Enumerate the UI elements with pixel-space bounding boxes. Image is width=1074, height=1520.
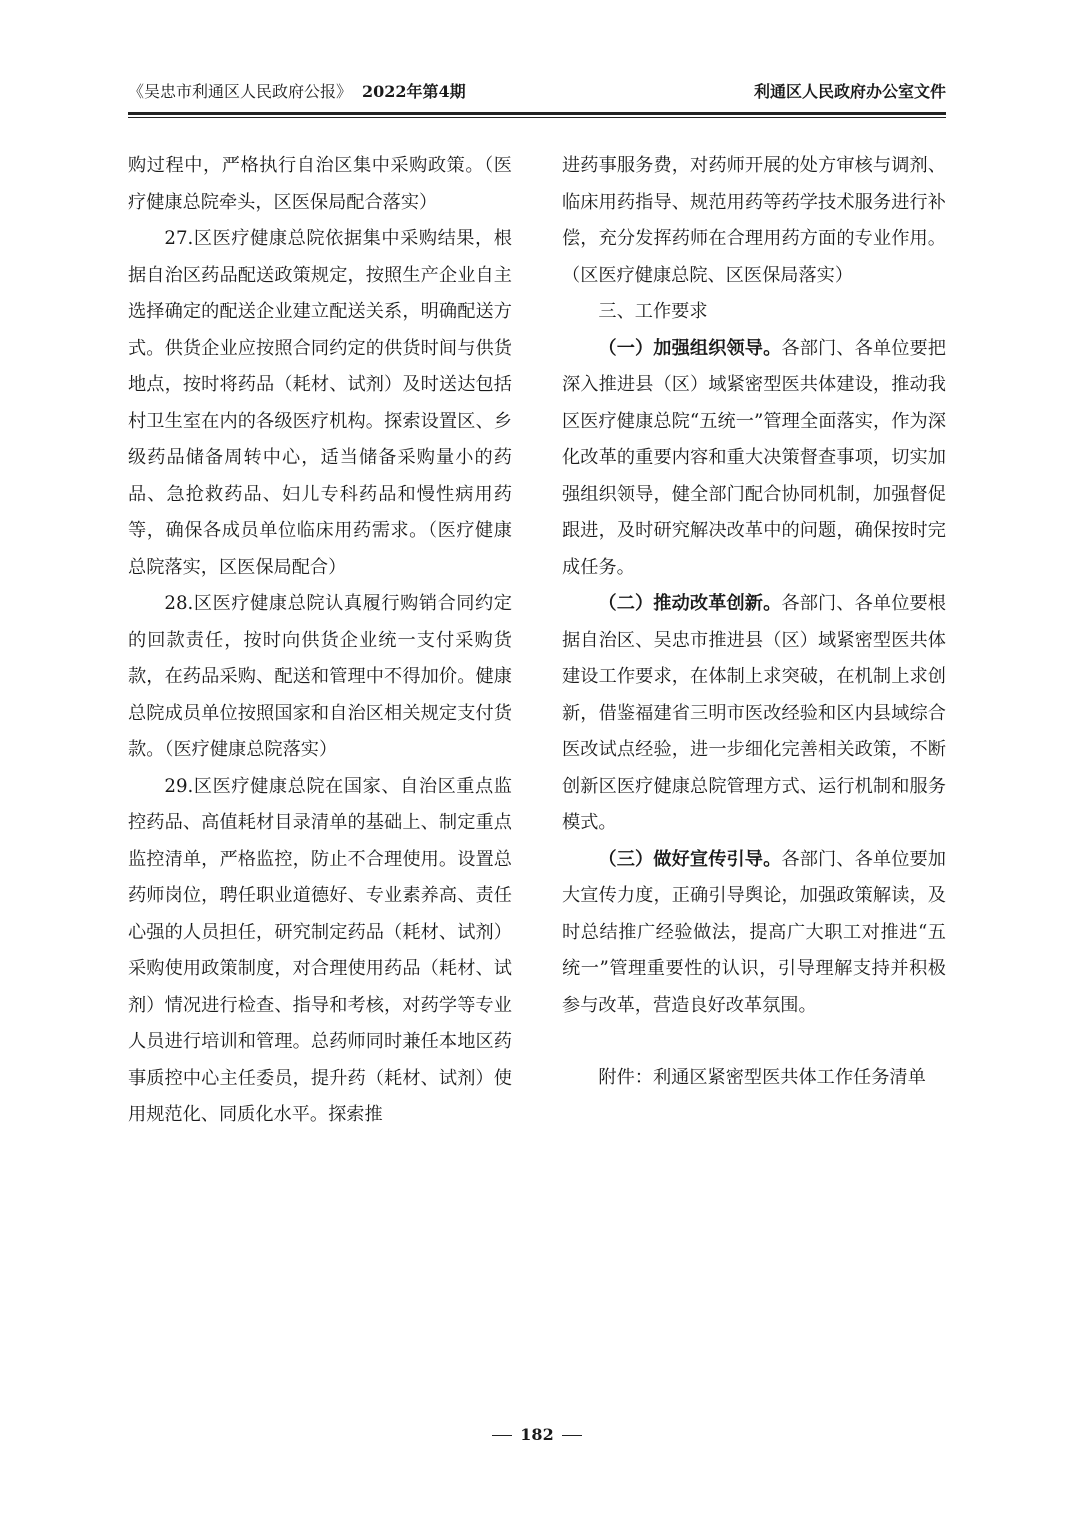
footer-dash-left: [492, 1435, 512, 1436]
publication-title: 《吴忠市利通区人民政府公报》: [128, 82, 353, 101]
paragraph-item-28: 28.区医疗健康总院认真履行购销合同约定的回款责任，按时向供货企业统一支付采购货款，在药品采购、配送和管理中不得加价。健康总院成员单位按照国家和自治区相关规定支付货款。（医疗健康总院落实）: [128, 593, 512, 760]
requirement-item-1-text: 各部门、各单位要把深入推进县（区）域紧密型医共体建设，推动我区医疗健康总院“五统一”管理全面落实，作为深化改革的重要内容和重大决策督查事项，切实加强组织领导，健全部门配合协同机制，加强督促跟进，及时研究解决改革中的问题，确保按时完成任务。: [562, 337, 946, 578]
paragraph-item-27: 27.区医疗健康总院依据集中采购结果，根据自治区药品配送政策规定，按照生产企业自主选择确定的配送企业建立配送关系，明确配送方式。供货企业应按照合同约定的供货时间与供货地点，按时将药品（耗材、试剂）及时送达包括村卫生室在内的各级医疗机构。探索设置区、乡级药品储备周转中心，适当储备采购量小的药品、急抢救药品、妇儿专科药品和慢性病用药等，确保各成员单位临床用药需求。（医疗健康总院落实，区医保局配合）: [128, 228, 512, 578]
requirement-item-2-text: 各部门、各单位要根据自治区、吴忠市推进县（区）域紧密型医共体建设工作要求，在体制上求突破，在机制上求创新，借鉴福建省三明市医改经验和区内县域综合医改试点经验，进一步细化完善相关政策，不断创新区医疗健康总院管理方式、运行机制和服务模式。: [562, 593, 946, 833]
header-rule-thin: [128, 117, 946, 118]
requirement-item-3-title: （三）做好宣传引导。: [598, 848, 782, 870]
requirement-item-1: [562, 331, 946, 587]
document-type-label: 利通区人民政府办公室文件: [753, 82, 946, 101]
requirement-item-3-text: 各部门、各单位要加大宣传力度，正确引导舆论，加强政策解读，及时总结推广经验做法，提高广大职工对推进“五统一”管理重要性的认识，引导理解支持并积极参与改革，营造良好改革氛围。: [562, 848, 946, 1016]
page-header: [128, 78, 946, 108]
paragraph-continuation: 购过程中，严格执行自治区集中采购政策。（医疗健康总院牵头，区医保局配合落实）: [128, 155, 512, 213]
requirement-item-1-title: （一）加强组织领导。: [598, 337, 782, 359]
attachment-note: 附件：利通区紧密型医共体工作任务清单: [598, 1067, 926, 1088]
left-column: [128, 148, 512, 1134]
paragraph-continuation-right: 进药事服务费，对药师开展的处方审核与调剂、临床用药指导、规范用药等药学技术服务进行补偿，充分发挥药师在合理用药方面的专业作用。（区医疗健康总院、区医保局落实）: [562, 155, 946, 286]
footer-dash-right: [562, 1435, 582, 1436]
page-footer: [0, 1422, 1074, 1448]
requirement-item-2: [562, 586, 946, 842]
section-heading-work-requirements: 三、工作要求: [598, 301, 708, 322]
requirement-item-3: [562, 842, 946, 1025]
header-publication-line: [128, 78, 466, 106]
issue-label: 2022年第4期: [362, 82, 466, 101]
paragraph-item-29: 29.区医疗健康总院在国家、自治区重点监控药品、高值耗材目录清单的基础上、制定重点监控清单，严格监控，防止不合理使用。设置总药师岗位，聘任职业道德好、专业素养高、责任心强的人员担任，研究制定药品（耗材、试剂）采购使用政策制度，对合理使用药品（耗材、试剂）情况进行检查、指导和考核，对药学等专业人员进行培训和管理。总药师同时兼任本地区药事质控中心主任委员，提升药（耗材、试剂）使用规范化、同质化水平。探索推: [128, 775, 512, 1125]
page-number: 182: [520, 1425, 554, 1444]
header-rule-thick: [128, 112, 946, 115]
right-column: [562, 148, 946, 1097]
requirement-item-2-title: （二）推动改革创新。: [598, 593, 782, 614]
